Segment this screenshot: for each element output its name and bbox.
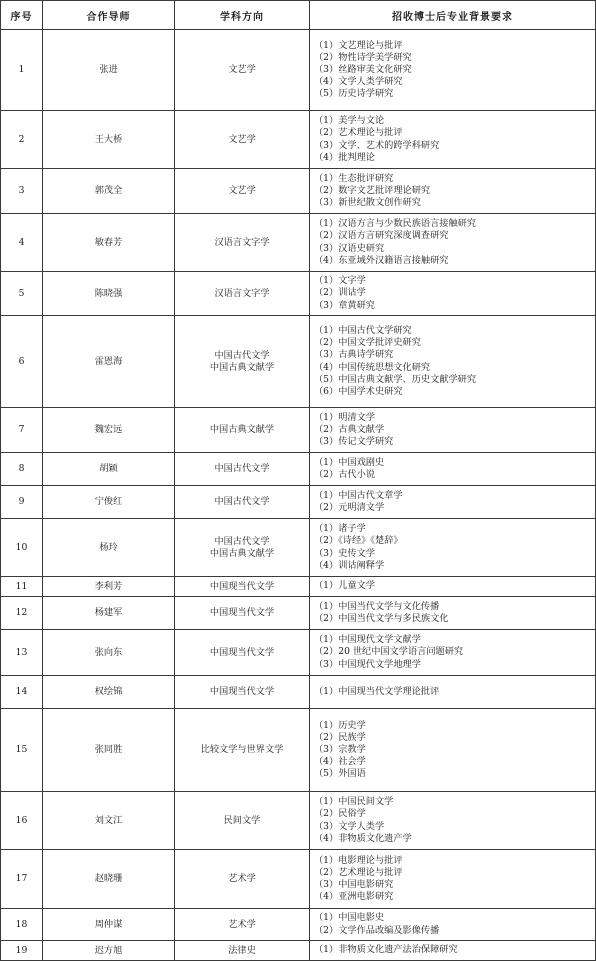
requirements-cell xyxy=(310,850,596,909)
requirement-item: （3）文学、艺术的跨学科研究 xyxy=(314,139,440,151)
requirement-item: （4）文学人类学研究 xyxy=(314,76,403,88)
table-row xyxy=(1,453,596,486)
requirement-item: （2）物性诗学美学研究 xyxy=(314,51,412,63)
table-row xyxy=(1,214,596,272)
requirement-item: （3）宗教学 xyxy=(314,743,366,755)
table-header-row xyxy=(1,1,596,30)
requirement-item: （2）民俗学 xyxy=(314,808,366,820)
discipline-direction: 法律史 xyxy=(228,944,256,956)
requirement-item: （1）明清文学 xyxy=(314,411,375,423)
requirements-cell xyxy=(310,941,596,961)
row-number: 4 xyxy=(1,214,43,272)
table-row xyxy=(1,630,596,676)
requirement-item: （3）中国现代文学地理学 xyxy=(314,658,421,670)
table-row xyxy=(1,519,596,577)
discipline-direction: 中国现当代文学 xyxy=(209,646,275,658)
discipline-direction: 中国现当代文学 xyxy=(209,607,275,618)
requirement-item: （3）丝路审美文化研究 xyxy=(314,63,412,75)
requirement-item: （3）新世纪散文创作研究 xyxy=(314,197,421,209)
requirement-item: （2）古典文献学 xyxy=(314,423,385,435)
row-number: 13 xyxy=(1,630,43,676)
header-requirements: 招收博士后专业背景要求 xyxy=(310,1,596,30)
requirement-item: （4）批判理论 xyxy=(314,151,375,163)
row-number: 11 xyxy=(1,577,43,597)
discipline-cell xyxy=(175,30,310,111)
supervisor-name: 杨建军 xyxy=(43,597,175,630)
requirement-item: （4）东亚域外汉籍语言接触研究 xyxy=(314,254,449,266)
row-number: 16 xyxy=(1,792,43,850)
requirements-cell xyxy=(310,486,596,519)
supervisor-name: 郭茂全 xyxy=(43,169,175,214)
discipline-cell xyxy=(175,597,310,630)
requirement-item: （3）史传文学 xyxy=(314,547,375,559)
requirement-item: （1）文字学 xyxy=(314,275,366,287)
requirement-item: （1）生态批评研究 xyxy=(314,172,394,184)
requirement-item: （1）电影理论与批评 xyxy=(314,854,403,866)
requirement-item: （2）20 世纪中国文学语言问题研究 xyxy=(314,646,464,658)
table-row xyxy=(1,577,596,597)
requirement-item: （3）汉语史研究 xyxy=(314,242,385,254)
discipline-cell xyxy=(175,519,310,577)
requirements-cell xyxy=(310,453,596,486)
discipline-direction: 汉语言文字学 xyxy=(214,287,270,299)
discipline-cell xyxy=(175,676,310,709)
requirement-item: （3）中国电影研究 xyxy=(314,879,394,890)
header-number: 序号 xyxy=(1,1,43,30)
discipline-direction: 中国古典文献学 xyxy=(209,361,275,373)
row-number: 6 xyxy=(1,316,43,408)
supervisor-name: 杨玲 xyxy=(43,519,175,577)
discipline-direction: 中国古代文学 xyxy=(214,496,270,507)
supervisor-name: 张向东 xyxy=(43,630,175,676)
requirement-item: （1）诸子学 xyxy=(314,523,366,535)
requirement-item: （5）外国语 xyxy=(314,768,366,780)
row-number: 2 xyxy=(1,111,43,169)
table-row xyxy=(1,408,596,453)
supervisor-name: 李利芳 xyxy=(43,577,175,597)
discipline-direction: 中国现当代文学 xyxy=(209,686,275,697)
supervisor-name: 敏春芳 xyxy=(43,214,175,272)
row-number: 3 xyxy=(1,169,43,214)
discipline-direction: 中国古典文献学 xyxy=(209,547,275,559)
discipline-direction: 中国现当代文学 xyxy=(209,580,275,592)
requirement-item: （3）传记文学研究 xyxy=(314,436,394,448)
requirement-item: （5）中国古典文献学、历史文献学研究 xyxy=(314,373,477,385)
table-row xyxy=(1,272,596,316)
requirement-item: （2）民族学 xyxy=(314,731,366,743)
supervisor-name: 王大桥 xyxy=(43,111,175,169)
discipline-cell xyxy=(175,630,310,676)
table-row xyxy=(1,909,596,941)
discipline-cell xyxy=(175,941,310,961)
requirements-cell xyxy=(310,519,596,577)
row-number: 18 xyxy=(1,909,43,941)
requirement-item: （2）训诂学 xyxy=(314,287,366,299)
requirement-item: （2）文学作品改编及影像传播 xyxy=(314,924,440,936)
requirements-cell xyxy=(310,709,596,792)
requirement-item: （3）文学人类学 xyxy=(314,820,385,832)
supervisor-name: 张同胜 xyxy=(43,709,175,792)
discipline-direction: 中国古代文学 xyxy=(214,535,270,547)
row-number: 1 xyxy=(1,30,43,111)
discipline-cell xyxy=(175,709,310,792)
supervisor-name: 陈晓强 xyxy=(43,272,175,316)
supervisor-name: 权绘锦 xyxy=(43,676,175,709)
requirement-item: （2）中国当代文学与多民族文化 xyxy=(314,613,449,624)
requirement-item: （2）艺术理论与批评 xyxy=(314,127,403,139)
discipline-cell xyxy=(175,214,310,272)
requirements-cell xyxy=(310,597,596,630)
supervisor-name: 胡颖 xyxy=(43,453,175,486)
requirements-cell xyxy=(310,630,596,676)
requirement-item: （4）社会学 xyxy=(314,756,366,768)
requirement-item: （6）中国学术史研究 xyxy=(314,385,403,397)
row-number: 10 xyxy=(1,519,43,577)
discipline-cell xyxy=(175,316,310,408)
requirement-item: （5）历史诗学研究 xyxy=(314,88,394,100)
requirement-item: （4）亚洲电影研究 xyxy=(314,891,394,903)
discipline-cell xyxy=(175,792,310,850)
requirement-item: （1）中国现代文学文献学 xyxy=(314,634,421,646)
requirement-item: （1）中国戏剧史 xyxy=(314,456,385,468)
discipline-direction: 艺术学 xyxy=(228,873,256,884)
table-body xyxy=(1,30,596,961)
discipline-cell xyxy=(175,850,310,909)
requirements-cell xyxy=(310,909,596,941)
requirement-item: （1）中国当代文学与文化传播 xyxy=(314,600,440,612)
requirement-item: （2）元明清文学 xyxy=(314,502,385,513)
table-row xyxy=(1,597,596,630)
discipline-direction: 艺术学 xyxy=(228,918,256,930)
requirement-item: （4）非物质文化遗产学 xyxy=(314,832,412,844)
requirements-cell xyxy=(310,272,596,316)
discipline-cell xyxy=(175,272,310,316)
discipline-cell xyxy=(175,909,310,941)
requirements-cell xyxy=(310,792,596,850)
supervisor-name: 赵晓珊 xyxy=(43,850,175,909)
discipline-cell xyxy=(175,169,310,214)
header-supervisor: 合作导师 xyxy=(43,1,175,30)
row-number: 8 xyxy=(1,453,43,486)
row-number: 9 xyxy=(1,486,43,519)
row-number: 17 xyxy=(1,850,43,909)
row-number: 19 xyxy=(1,941,43,961)
supervisor-name: 雷恩海 xyxy=(43,316,175,408)
discipline-direction: 民间文学 xyxy=(223,814,261,826)
requirements-cell xyxy=(310,169,596,214)
discipline-direction: 中国古代文学 xyxy=(214,463,270,474)
requirement-item: （1）非物质文化遗产法治保障研究 xyxy=(314,944,458,956)
table-row xyxy=(1,316,596,408)
requirement-item: （1）文艺理论与批评 xyxy=(314,39,403,51)
discipline-direction: 文艺学 xyxy=(228,64,256,75)
table-row xyxy=(1,169,596,214)
requirement-item: （3）章黄研究 xyxy=(314,299,375,311)
discipline-direction: 比较文学与世界文学 xyxy=(200,744,284,755)
requirements-cell xyxy=(310,30,596,111)
requirements-cell xyxy=(310,577,596,597)
requirement-item: （2）艺术理论与批评 xyxy=(314,866,403,878)
requirement-item: （4）训诂阐释学 xyxy=(314,559,385,571)
requirement-item: （1）汉语方言与少数民族语言接触研究 xyxy=(314,218,477,230)
requirement-item: （2）中国文学批评史研究 xyxy=(314,337,421,349)
requirements-cell xyxy=(310,214,596,272)
table-row xyxy=(1,792,596,850)
row-number: 14 xyxy=(1,676,43,709)
table-row xyxy=(1,486,596,519)
requirements-cell xyxy=(310,111,596,169)
supervisor-name: 宁俊红 xyxy=(43,486,175,519)
table-row xyxy=(1,709,596,792)
discipline-cell xyxy=(175,486,310,519)
table-row xyxy=(1,111,596,169)
requirement-item: （1）中国古代文学研究 xyxy=(314,325,412,337)
requirement-item: （4）中国传统思想文化研究 xyxy=(314,361,431,373)
requirement-item: （2）古代小说 xyxy=(314,469,375,480)
requirements-cell xyxy=(310,408,596,453)
row-number: 7 xyxy=(1,408,43,453)
table-row xyxy=(1,30,596,111)
discipline-cell xyxy=(175,408,310,453)
supervisor-name: 迟方旭 xyxy=(43,941,175,961)
supervisor-name: 刘文江 xyxy=(43,792,175,850)
table-row xyxy=(1,676,596,709)
table-row xyxy=(1,850,596,909)
requirement-item: （3）古典诗学研究 xyxy=(314,349,394,361)
discipline-direction: 中国古代文学 xyxy=(214,349,270,361)
requirement-item: （1）中国民间文学 xyxy=(314,796,394,808)
supervisor-name: 周仲谋 xyxy=(43,909,175,941)
requirement-item: （1）中国古代文章学 xyxy=(314,489,403,501)
requirement-item: （2）汉语方言研究深度调查研究 xyxy=(314,230,449,242)
supervisor-name: 魏宏远 xyxy=(43,408,175,453)
requirements-cell xyxy=(310,316,596,408)
requirement-item: （1）中国现当代文学理论批评 xyxy=(314,685,440,697)
header-discipline: 学科方向 xyxy=(175,1,310,30)
supervisor-name: 张进 xyxy=(43,30,175,111)
table-row xyxy=(1,941,596,961)
requirements-cell xyxy=(310,676,596,709)
requirement-item: （1）美学与文论 xyxy=(314,115,385,127)
row-number: 15 xyxy=(1,709,43,792)
requirement-item: （1）历史学 xyxy=(314,719,366,731)
requirement-item: （2）《诗经》《楚辞》 xyxy=(314,535,403,547)
discipline-direction: 汉语言文字学 xyxy=(214,236,270,248)
requirement-item: （1）儿童文学 xyxy=(314,580,375,592)
discipline-cell xyxy=(175,577,310,597)
discipline-cell xyxy=(175,453,310,486)
requirement-item: （2）数字文艺批评理论研究 xyxy=(314,184,431,196)
discipline-direction: 中国古典文献学 xyxy=(209,424,275,435)
discipline-direction: 文艺学 xyxy=(228,185,256,196)
row-number: 5 xyxy=(1,272,43,316)
requirement-item: （1）中国电影史 xyxy=(314,912,385,924)
row-number: 12 xyxy=(1,597,43,630)
discipline-cell xyxy=(175,111,310,169)
discipline-direction: 文艺学 xyxy=(228,133,256,145)
